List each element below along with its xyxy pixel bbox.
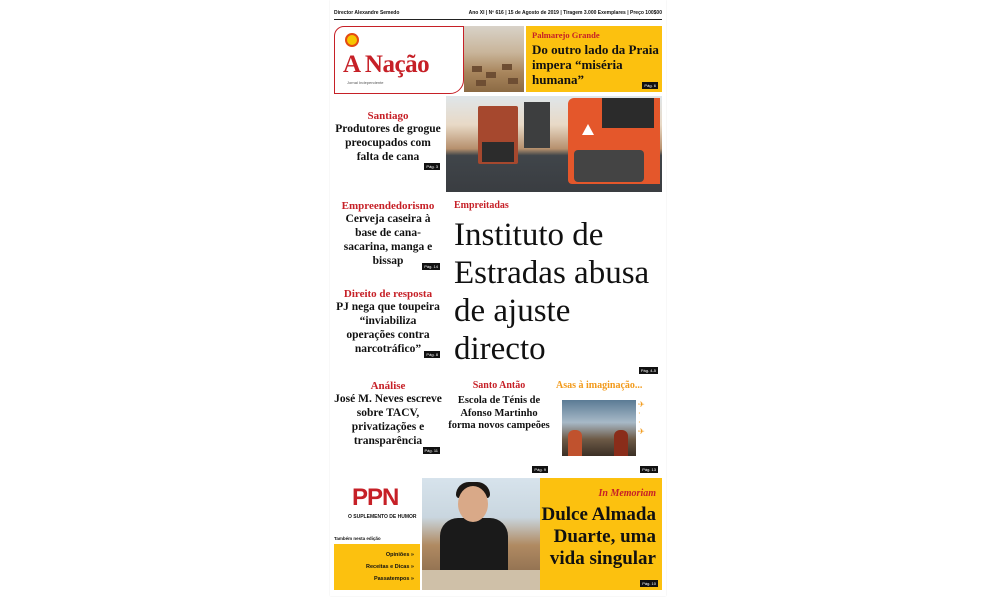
feature-kicker: Asas à imaginação...	[556, 380, 643, 391]
ppn-logo: PPN	[352, 484, 399, 511]
promo-kicker: Palmarejo Grande	[532, 30, 600, 40]
page-ref: Pág. 13	[642, 467, 656, 472]
page-ref: Pág. 8	[426, 352, 438, 357]
story-kicker: Santo Antão	[472, 380, 526, 391]
section-passatempos[interactable]: Passatempos »	[373, 576, 414, 582]
top-rule	[334, 19, 662, 20]
page-ref: Pág. 14	[424, 264, 438, 269]
story-empreendedorismo[interactable]	[334, 200, 442, 268]
ornament-icon: ✈ · · ✈	[638, 400, 645, 436]
story-headline: José M. Neves escreve sobre TACV, privatizações e transparência	[334, 393, 442, 447]
issue-info: Ano XI | Nº 616 | 15 de Agosto de 2019 | Tiragem 3.000 Exemplares | Preço 100$00	[468, 10, 662, 16]
road-works-photo[interactable]	[446, 96, 662, 192]
memo-kicker: In Memoriam	[598, 488, 656, 499]
promo-palmarejo[interactable]	[526, 26, 662, 92]
story-santo-antao[interactable]	[446, 380, 552, 472]
story-direito-resposta[interactable]	[334, 288, 442, 356]
lead-story[interactable]	[446, 194, 662, 378]
also-in-edition: Também nesta edição	[334, 536, 381, 541]
story-headline: PJ nega que toupeira “inviabiliza operações contra narcotráfico”	[336, 301, 440, 355]
page-ref: Pág. 10	[642, 581, 656, 586]
lead-kicker: Empreitadas	[454, 200, 509, 211]
masthead-title: A Nação	[343, 51, 430, 78]
page-ref: Pág. 9	[534, 467, 546, 472]
dulce-almada-photo[interactable]	[422, 478, 540, 590]
page-ref: Pág. 11	[424, 448, 438, 453]
section-opinioes[interactable]: Opiniões »	[385, 552, 414, 558]
in-memoriam-story[interactable]	[540, 478, 662, 590]
story-analise[interactable]	[334, 380, 442, 453]
memo-headline: Dulce Almada Duarte, uma vida singular	[541, 504, 656, 569]
palmarejo-photo[interactable]	[464, 26, 524, 92]
lead-headline: Instituto de Estradas abusa de ajuste directo	[454, 217, 650, 367]
story-kicker: Empreendedorismo	[341, 200, 435, 212]
story-headline: Escola de Ténis de Afonso Martinho forma novos campeões	[448, 395, 550, 431]
masthead[interactable]	[334, 26, 464, 94]
story-kicker: Santiago	[367, 110, 409, 122]
page-ref: Pág. 3	[426, 164, 438, 169]
ppn-tagline: O SUPLEMENTO DE HUMOR	[348, 514, 417, 520]
sections-box	[334, 544, 420, 590]
ppn-supplement[interactable]	[334, 478, 420, 590]
director-line: Director Alexandre Semedo	[334, 10, 400, 16]
story-headline: Cerveja caseira à base de cana-sacarina, manga e bissap	[343, 213, 433, 267]
page-ref: Pág. 4-5	[640, 368, 656, 373]
section-receitas[interactable]: Receitas e Dicas »	[365, 564, 414, 570]
sun-logo-icon	[345, 33, 359, 47]
story-kicker: Análise	[370, 380, 406, 392]
cockpit-photo	[562, 400, 636, 456]
story-santiago[interactable]	[334, 110, 442, 169]
page-ref: Pág. 6	[644, 83, 656, 88]
promo-headline: Do outro lado da Praia impera “miséria humana”	[532, 42, 659, 87]
masthead-subtitle: Jornal Independente	[347, 80, 384, 85]
top-info-bar	[330, 6, 666, 20]
story-asas-imaginacao[interactable]	[556, 380, 662, 472]
newspaper-front-page	[330, 0, 666, 596]
story-kicker: Direito de resposta	[343, 288, 433, 300]
story-headline: Produtores de grogue preocupados com falta de cana	[335, 123, 441, 163]
